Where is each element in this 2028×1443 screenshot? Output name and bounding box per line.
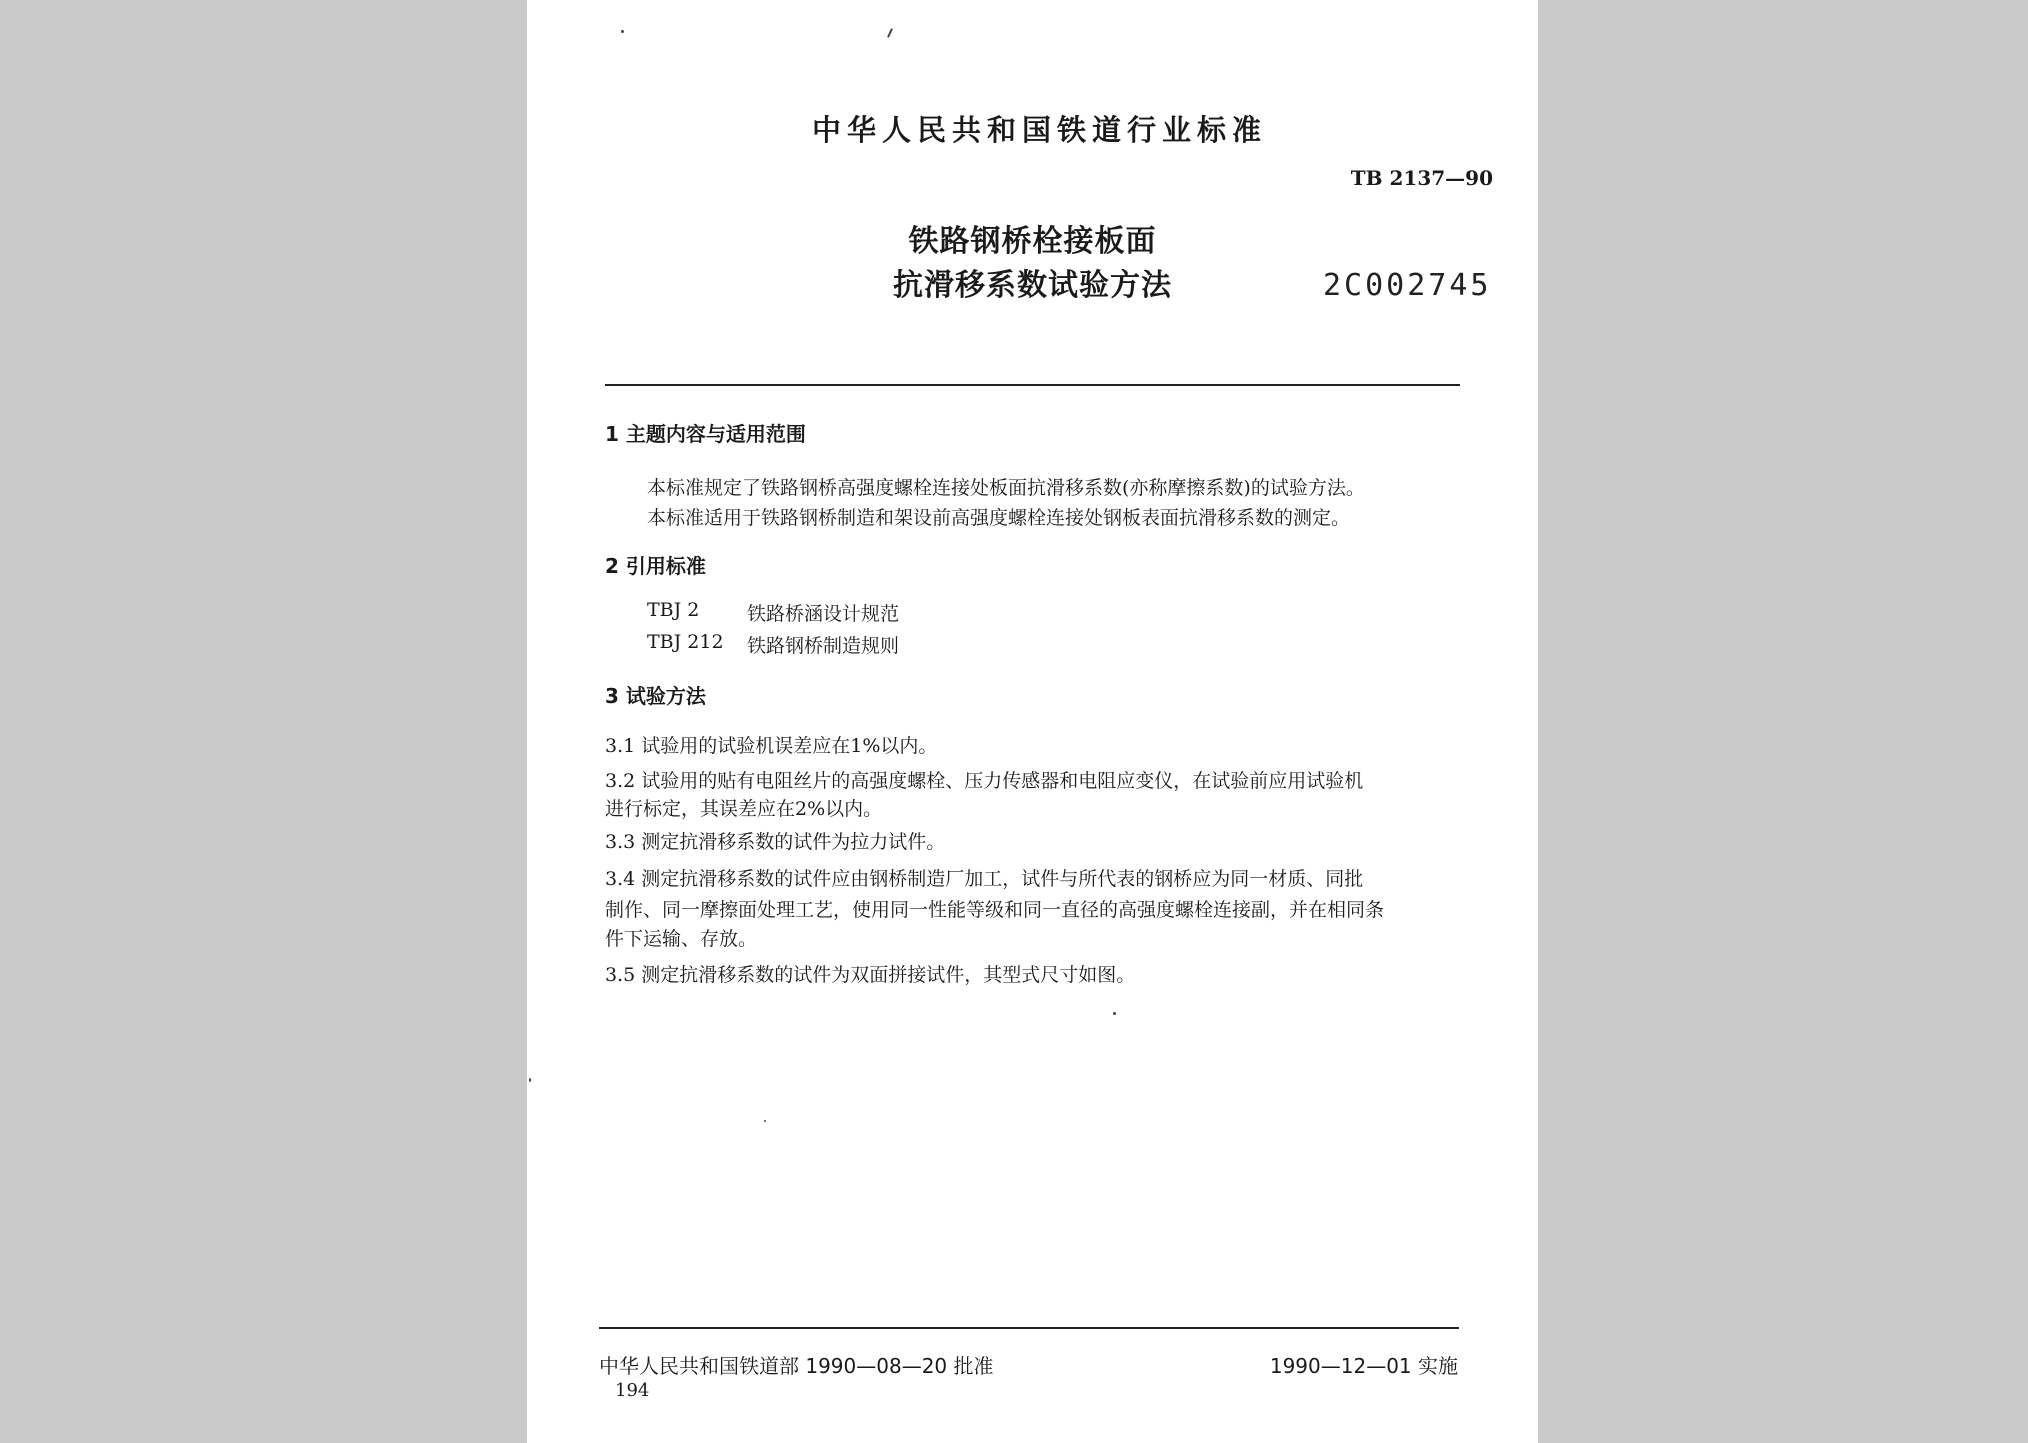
document-page [527, 0, 1538, 1443]
reference-code: TBJ 212 [647, 631, 724, 653]
document-title-line-1: 铁路钢桥栓接板面 [908, 224, 1157, 259]
section-1-paragraph-2: 本标准适用于铁路钢桥制造和架设前高强度螺栓连接处钢板表面抗滑移系数的测定。 [647, 507, 1351, 529]
scan-speck [764, 1120, 766, 1122]
bottom-divider [599, 1327, 1459, 1329]
top-divider [605, 384, 1460, 386]
approval-line: 中华人民共和国铁道部 1990—08—20 批准 [599, 1354, 994, 1378]
clause-3-2-line-2: 进行标定，其误差应在2%以内。 [605, 798, 883, 820]
scan-speck [621, 30, 624, 33]
clause-3-5: 3.5 测定抗滑移系数的试件为双面拼接试件，其型式尺寸如图。 [605, 964, 1136, 986]
section-1-heading: 1 主题内容与适用范围 [605, 422, 806, 446]
section-2-heading: 2 引用标准 [605, 554, 706, 578]
document-title-line-2: 抗滑移系数试验方法 [893, 268, 1172, 303]
clause-3-4-line-1: 3.4 测定抗滑移系数的试件应由钢桥制造厂加工，试件与所代表的钢桥应为同一材质、同批 [605, 868, 1364, 890]
reference-code: TBJ 2 [647, 599, 700, 621]
section-3-heading: 3 试验方法 [605, 684, 706, 708]
clause-3-1: 3.1 试验用的试验机误差应在1%以内。 [605, 735, 938, 757]
page-number: 194 [615, 1380, 650, 1401]
publisher-title: 中华人民共和国铁道行业标准 [812, 113, 1268, 147]
scan-speck [1113, 1012, 1116, 1015]
archive-number: 2C002745 [1323, 268, 1492, 303]
scan-speck [887, 28, 893, 38]
scan-speck [529, 1078, 531, 1082]
standard-number: TB 2137—90 [1350, 166, 1493, 190]
clause-3-4-line-3: 件下运输、存放。 [605, 928, 758, 950]
reference-name: 铁路钢桥制造规则 [747, 635, 900, 657]
effective-date: 1990—12—01 实施 [1269, 1354, 1458, 1378]
clause-3-3: 3.3 测定抗滑移系数的试件为拉力试件。 [605, 831, 946, 853]
reference-name: 铁路桥涵设计规范 [747, 603, 900, 625]
section-1-paragraph-1: 本标准规定了铁路钢桥高强度螺栓连接处板面抗滑移系数(亦称摩擦系数)的试验方法。 [647, 477, 1365, 499]
clause-3-4-line-2: 制作、同一摩擦面处理工艺，使用同一性能等级和同一直径的高强度螺栓连接副，并在相同条 [605, 899, 1385, 921]
clause-3-2-line-1: 3.2 试验用的贴有电阻丝片的高强度螺栓、压力传感器和电阻应变仪，在试验前应用试验机 [605, 770, 1364, 792]
